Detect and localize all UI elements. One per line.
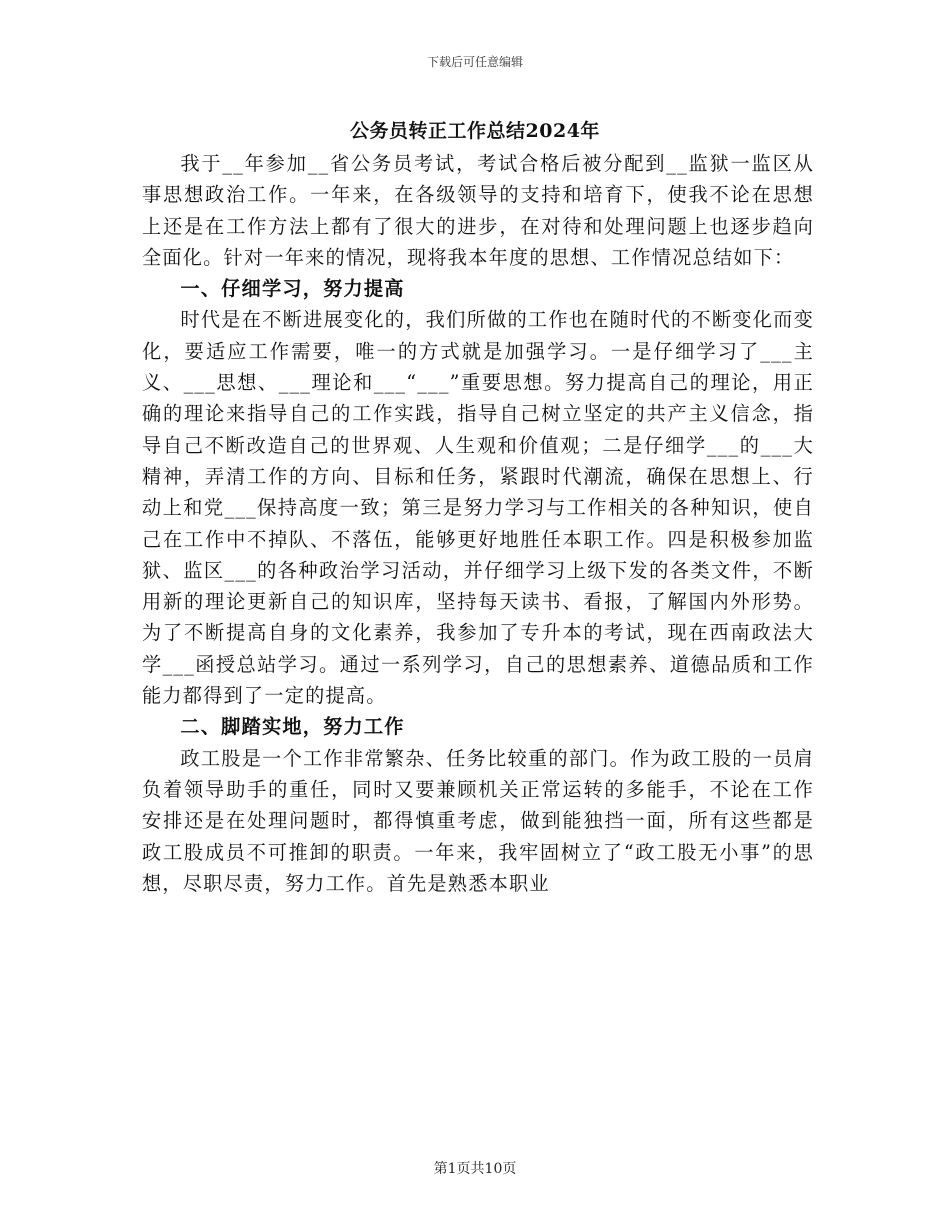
section-2-paragraph: 政工股是一个工作非常繁杂、任务比较重的部门。作为政工股的一员肩负着领导助手的重任，同时又要兼顾机关正常运转的多能手，不论在工作安排还是在处理问题时，都得慎重考虑，做到能独挡一面，所有这些都是政工股成员不可推卸的职责。一年来，我牢固树立了“政工股无小事”的思想，尽职尽责，努力工作。首先是熟悉本职业 [142,746,814,895]
section-1-paragraph: 时代是在不断进展变化的，我们所做的工作也在随时代的不断变化而变化，要适应工作需要，唯一的方式就是加强学习。一是仔细学习了___主义、___思想、___理论和___“___”重要思想。努力提高自己的理论，用正确的理论来指导自己的工作实践，指导自己树立坚定的共产主义信念，指导自己不断改造自己的世界观、人生观和价值观；二是仔细学___的___大精神，弄清工作的方向、目标和任务，紧跟时代潮流，确保在思想上、行动上和党___保持高度一致；第三是努力学习与工作相关的各种知识，使自己在工作中不掉队、不落伍，能够更好地胜任本职工作。四是积极参加监狱、监区___的各种政治学习活动，并仔细学习上级下发的各类文件，不断用新的理论更新自己的知识库，坚持每天读书、看报，了解国内外形势。为了不断提高自身的文化素养，我参加了专升本的考试，现在西南政法大学___函授总站学习。通过一系列学习，自己的思想素养、道德品质和工作能力都得到了一定的提高。 [142,308,814,708]
header-note: 下载后可任意编辑 [426,55,523,69]
page-number-footer: 第1页共10页 [433,1161,517,1177]
section-heading-1: 一、仔细学习，努力提高 [180,277,405,301]
document-title: 公务员转正工作总结2024年 [350,120,600,142]
section-heading-2: 二、脚踏实地，努力工作 [180,715,405,739]
document-body [142,148,814,899]
intro-paragraph: 我于__年参加__省公务员考试，考试合格后被分配到__监狱一监区从事思想政治工作。一年来，在各级领导的支持和培育下，使我不论在思想上还是在工作方法上都有了很大的进步，在对待和处理问题上也逐步趋向全面化。针对一年来的情况，现将我本年度的思想、工作情况总结如下： [142,152,814,269]
